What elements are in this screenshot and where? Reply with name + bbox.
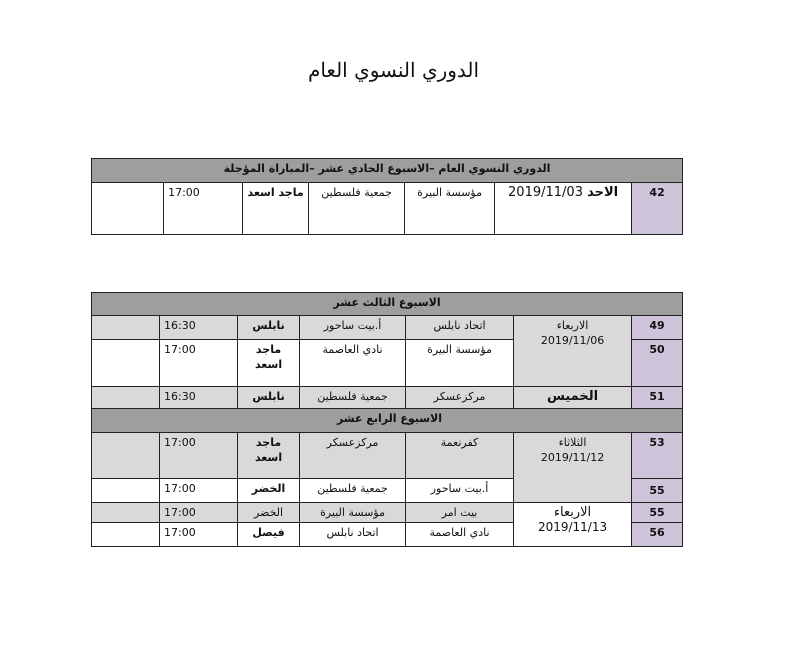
week-13-header: الاسبوع الثالث عشر (92, 293, 683, 316)
extra-cell (92, 340, 160, 387)
table-row (92, 316, 683, 340)
venue: نابلس (238, 387, 300, 409)
match-day-date (514, 316, 632, 387)
match-day-date (514, 503, 632, 547)
extra-cell (92, 523, 160, 547)
table-header: الدوري النسوي العام –الاسبوع الحادي عشر –المباراة المؤجلة (92, 159, 683, 183)
venue: الخضر (238, 503, 300, 523)
venue: ماجد اسعد (243, 183, 309, 235)
match-number: 53 (632, 433, 683, 479)
extra-cell (92, 387, 160, 409)
team-away: نادي العاصمة (300, 340, 406, 387)
schedule-table (91, 292, 683, 547)
match-time: 17:00 (160, 523, 238, 547)
team-away: جمعية فلسطين (309, 183, 405, 235)
venue: الخضر (238, 479, 300, 503)
venue: ماجد اسعد (238, 433, 300, 479)
match-time: 17:00 (160, 340, 238, 387)
match-time: 16:30 (160, 316, 238, 340)
match-number: 49 (632, 316, 683, 340)
team-away: جمعية فلسطين (300, 479, 406, 503)
venue: فيصل (238, 523, 300, 547)
match-time: 17:00 (164, 183, 243, 235)
team-home: أ.بيت ساحور (406, 479, 514, 503)
match-day: الاحد (587, 185, 619, 200)
postponed-match-table (91, 158, 683, 235)
team-away: اتحاد نابلس (300, 523, 406, 547)
match-day: الاربعاء (553, 505, 592, 520)
match-day: الخميس (514, 387, 632, 409)
table-row (92, 433, 683, 479)
extra-cell (92, 183, 164, 235)
team-away: مؤسسة البيرة (300, 503, 406, 523)
match-date: 2019/11/13 (537, 520, 608, 534)
match-date: 2019/11/12 (540, 451, 605, 464)
match-number: 51 (632, 387, 683, 409)
team-home: نادي العاصمة (406, 523, 514, 547)
match-day-date (495, 183, 632, 235)
match-date: 2019/11/06 (540, 334, 605, 347)
match-number: 55 (632, 479, 683, 503)
venue: نابلس (238, 316, 300, 340)
match-number: 42 (632, 183, 683, 235)
team-home: اتحاد نابلس (406, 316, 514, 340)
match-number: 50 (632, 340, 683, 387)
team-home: كفرنعمة (406, 433, 514, 479)
team-home: مركزعسكر (406, 387, 514, 409)
match-day: الاربعاء (556, 319, 589, 332)
table-row (92, 503, 683, 523)
match-time: 16:30 (160, 387, 238, 409)
table-row (92, 183, 683, 235)
extra-cell (92, 316, 160, 340)
team-home: بيت امر (406, 503, 514, 523)
match-time: 17:00 (160, 503, 238, 523)
extra-cell (92, 503, 160, 523)
match-date: 2019/11/03 (508, 185, 583, 200)
extra-cell (92, 433, 160, 479)
match-number: 55 (632, 503, 683, 523)
venue: ماجد اسعد (238, 340, 300, 387)
team-home: مؤسسة البيرة (405, 183, 495, 235)
team-away: جمعية فلسطين (300, 387, 406, 409)
match-time: 17:00 (160, 433, 238, 479)
team-away: أ.بيت ساحور (300, 316, 406, 340)
page-title: الدوري النسوي العام (307, 58, 480, 82)
match-number: 56 (632, 523, 683, 547)
match-day: الثلاثاء (558, 436, 587, 449)
extra-cell (92, 479, 160, 503)
team-away: مركزعسكر (300, 433, 406, 479)
match-day-date (514, 433, 632, 503)
table-row (92, 387, 683, 409)
team-home: مؤسسة البيرة (406, 340, 514, 387)
match-time: 17:00 (160, 479, 238, 503)
week-14-header: الاسبوع الرابع عشر (92, 409, 683, 433)
